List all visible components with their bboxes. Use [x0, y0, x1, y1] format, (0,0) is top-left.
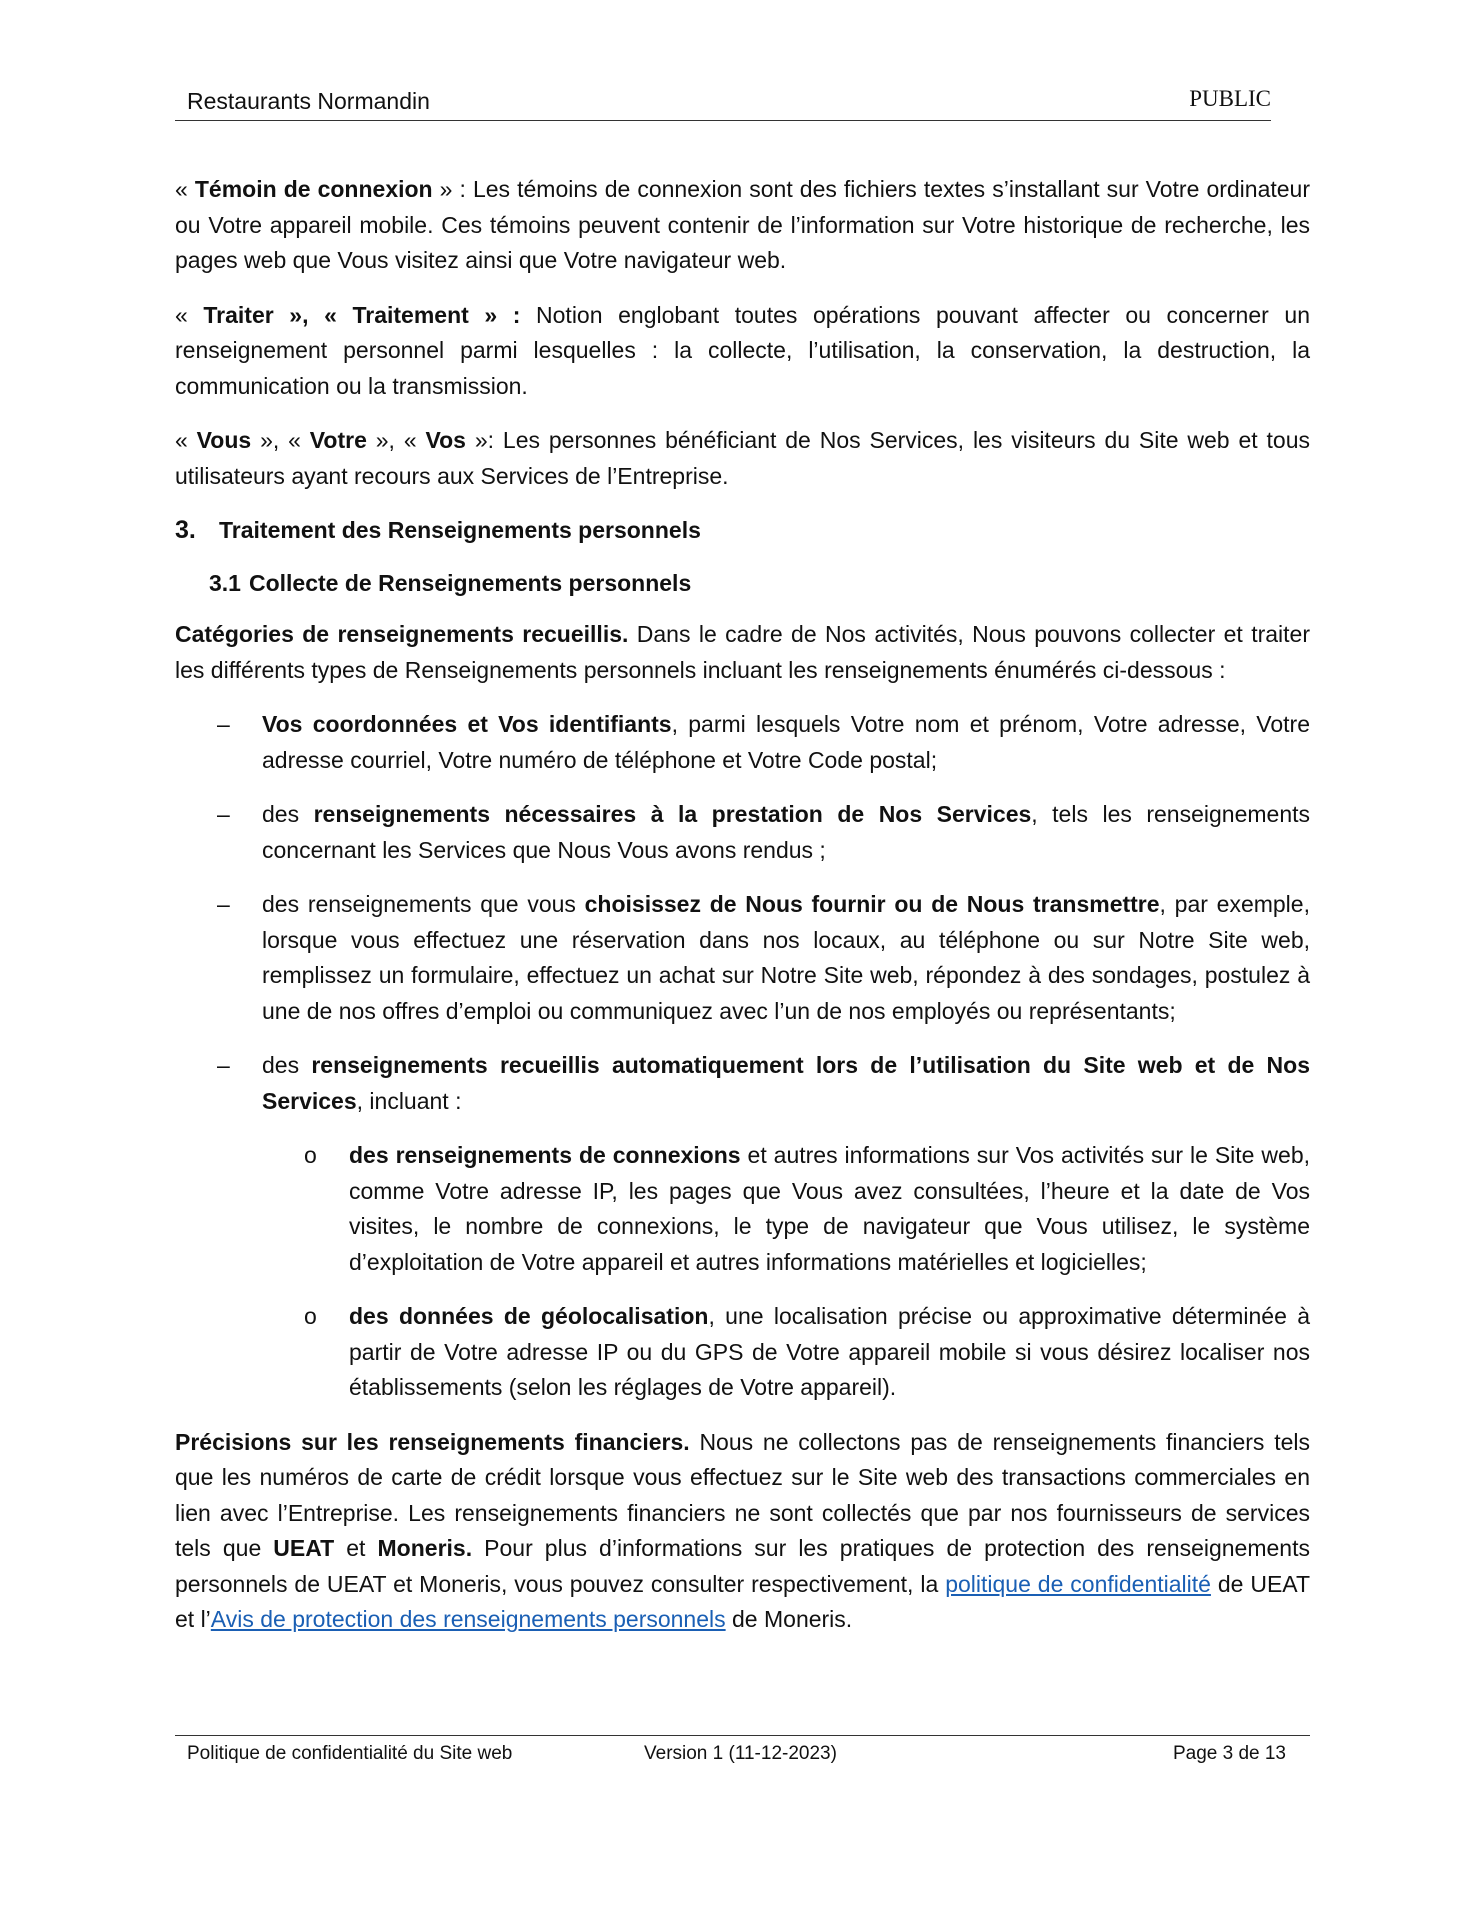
section-3-1-heading [209, 566, 1310, 602]
financial-text: Pour plus d’informations sur les pratiques de protection des renseignements personnels de UEAT et Moneris, vous pouvez consulter respectivement, la [175, 1535, 1310, 1597]
list-item-bold: renseignements recueillis automatiquement lors de l’utilisation du Site web et de Nos Services [262, 1052, 1310, 1114]
list-item [217, 887, 1310, 1029]
header-classification-label: PUBLIC [1189, 86, 1271, 111]
section-title: Traitement des Renseignements personnels [219, 517, 701, 543]
quote-close: » : [432, 176, 473, 202]
definition-text: Les personnes bénéficiant de Nos Services, les visiteurs du Site web et tous utilisateurs ayant recours aux Services de l’Entreprise. [175, 427, 1310, 489]
dash-bullet: – [217, 801, 230, 827]
definition-text: Les témoins de connexion sont des fichiers textes s’installant sur Votre ordinateur ou Votre appareil mobile. Ces témoins peuvent contenir de l’information sur Votre historique de recherche, les pages web que Vous visitez ainsi que Votre navigateur web. [175, 176, 1311, 273]
sublist-item [304, 1299, 1311, 1406]
subsection-number: 3.1 [209, 569, 241, 596]
list-item-bold: Vos coordonnées et Vos identifiants [262, 711, 672, 737]
automatic-data-sublist [262, 1138, 1310, 1406]
quote-close: »: [465, 427, 503, 453]
list-item-text: , incluant : [356, 1087, 462, 1114]
categories-list [175, 707, 1310, 1406]
list-item [217, 797, 1311, 868]
header-company-name: Restaurants Normandin [187, 88, 430, 114]
financial-paragraph [175, 1425, 1310, 1638]
quote-sep: », « [366, 427, 426, 453]
list-item-bold: renseignements nécessaires à la prestation de Nos Services [313, 801, 1032, 827]
list-item-pre: des renseignements que vous [262, 891, 585, 917]
term-traiter: Traiter », « Traitement » : [203, 301, 521, 328]
subsection-title: Collecte de Renseignements personnels [248, 569, 692, 596]
footer-divider [175, 1735, 1310, 1736]
document-body [175, 172, 1310, 1657]
section-3-heading [175, 513, 1310, 549]
ueat-privacy-policy-link[interactable]: politique de confidentialité [945, 1570, 1211, 1597]
term-votre: Votre [309, 427, 367, 453]
list-item [217, 707, 1310, 778]
footer-version: Version 1 (11-12-2023) [644, 1743, 837, 1764]
quote-sep: », « [251, 427, 310, 453]
definition-traiter [175, 298, 1310, 405]
financial-text: de UEAT et l’ [175, 1570, 1310, 1632]
categories-lead: Catégories de renseignements recueillis. [175, 621, 629, 647]
quote-open: « [175, 176, 195, 202]
definition-vous [175, 423, 1310, 494]
quote-open: « [175, 301, 204, 328]
dash-bullet: – [217, 1052, 230, 1078]
dash-bullet: – [217, 711, 230, 737]
financial-text: Nous ne collectons pas de renseignements financiers tels que les numéros de carte de crédit lorsque vous effectuez sur le Site web des transactions commerciales en lien avec l’Entreprise. Les renseignements financiers ne sont collectés que par nos fournisseurs de services tels que [175, 1428, 1311, 1561]
quote-open: « [175, 427, 197, 453]
definition-temoin [175, 172, 1310, 279]
section-number: 3. [175, 516, 196, 544]
sublist-item-bold: des renseignements de connexions [349, 1142, 741, 1168]
sublist-item-text: et autres informations sur Vos activités sur le Site web, comme Votre adresse IP, les pages que Vous avez consultées, l’heure et la date de Vos visites, le nombre de connexions, le type de navigateur que Vous utilisez, le système d’exploitation de Votre appareil et autres informations matérielles et logicielles; [349, 1142, 1311, 1275]
list-item-text: , tels les renseignements concernant les Services que Nous Vous avons rendus ; [262, 801, 1311, 863]
financial-text: de Moneris. [725, 1606, 853, 1632]
categories-text: Dans le cadre de Nos activités, Nous pouvons collecter et traiter les différents types de Renseignements personnels incluant les renseignements énumérés ci-dessous : [175, 621, 1310, 683]
financial-lead: Précisions sur les renseignements financiers. [175, 1428, 690, 1455]
term-temoin: Témoin de connexion [194, 176, 433, 202]
sublist-item-bold: des données de géolocalisation [349, 1303, 709, 1329]
conjunction: et [334, 1535, 378, 1561]
circle-bullet: o [304, 1142, 317, 1168]
categories-paragraph [175, 617, 1310, 688]
list-item-text: , parmi lesquels Votre nom et prénom, Votre adresse, Votre adresse courriel, Votre numéro de téléphone et Votre Code postal; [262, 711, 1310, 773]
sublist-item-text: , une localisation précise ou approximative déterminée à partir de Votre adresse IP ou du GPS de Votre appareil mobile si vous désirez localiser nos établissements (selon les réglages de Votre appareil). [349, 1303, 1311, 1400]
list-item-text: , par exemple, lorsque vous effectuez une réservation dans nos locaux, au téléphone ou sur Notre Site web, remplissez un formulaire, effectuez un achat sur Notre Site web, répondez à des sondages, postulez à une de nos offres d’emploi ou communiquez avec l’un de nos employés ou représentants; [262, 891, 1310, 1024]
ueat-name: UEAT [273, 1535, 335, 1561]
circle-bullet: o [304, 1303, 317, 1329]
dash-bullet: – [217, 891, 230, 917]
moneris-name: Moneris. [377, 1535, 473, 1561]
footer-page-number: Page 3 de 13 [1172, 1743, 1286, 1764]
term-vos: Vos [425, 427, 466, 453]
list-item [217, 1048, 1311, 1406]
footer-document-title: Politique de confidentialité du Site web [187, 1743, 513, 1764]
list-item-bold: choisissez de Nous fournir ou de Nous transmettre [584, 891, 1160, 917]
term-vous: Vous [196, 427, 252, 453]
list-item-pre: des [262, 801, 314, 827]
definition-text: Notion englobant toutes opérations pouvant affecter ou concerner un renseignement personnel parmi lesquelles : la collecte, l’utilisation, la conservation, la destruction, la communication ou la transmission. [175, 301, 1310, 399]
moneris-privacy-notice-link[interactable]: Avis de protection des renseignements personnels [210, 1606, 726, 1632]
sublist-item [304, 1138, 1311, 1280]
header-divider [175, 120, 1271, 121]
list-item-pre: des [262, 1052, 312, 1078]
